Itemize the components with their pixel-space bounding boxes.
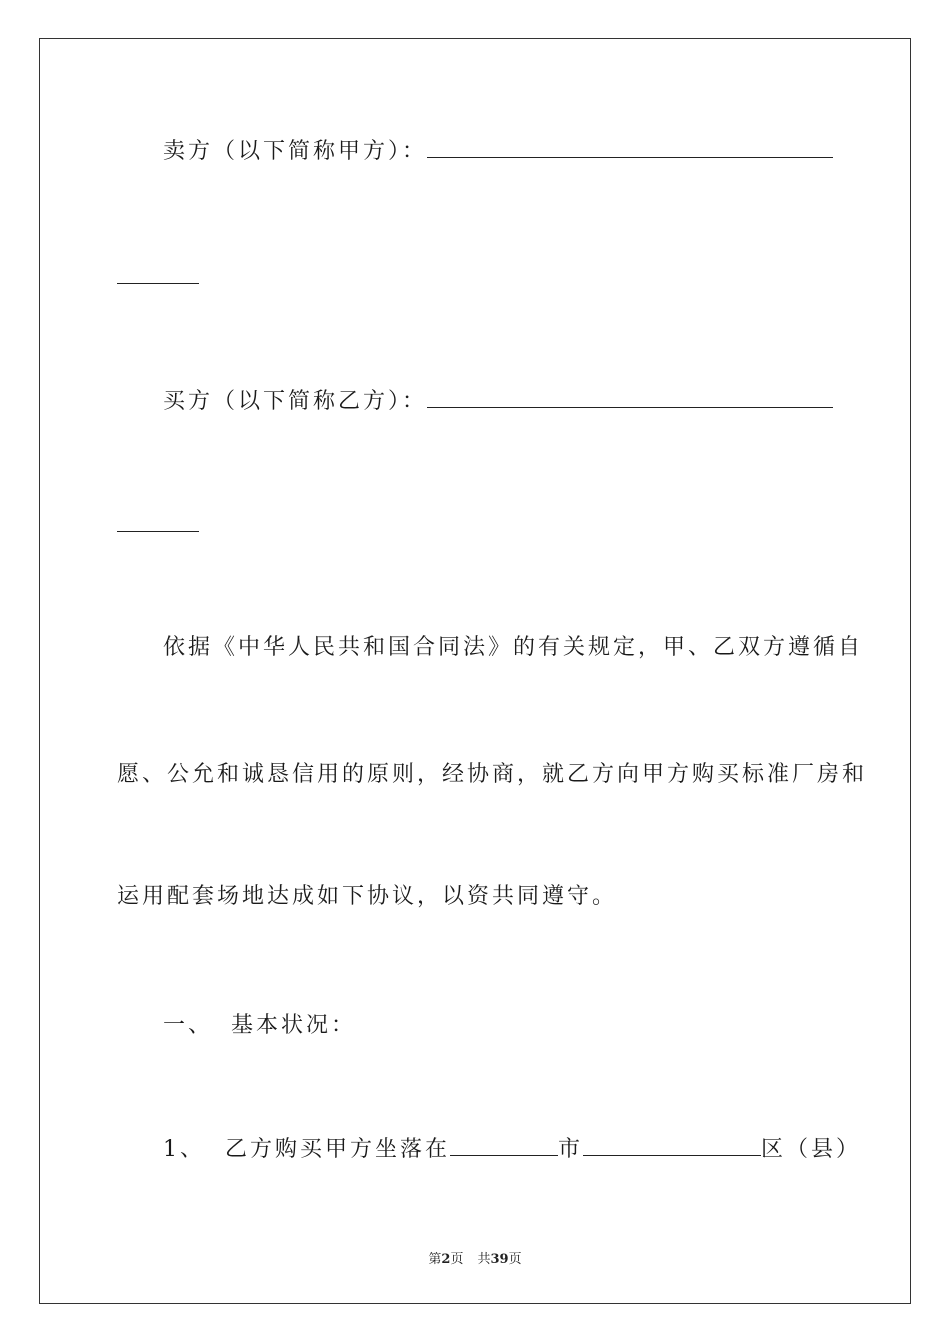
district-blank[interactable] (583, 1135, 761, 1156)
page-footer (0, 1248, 950, 1267)
total-prefix: 共 (477, 1252, 491, 1267)
page-frame (39, 38, 911, 1304)
seller-line (163, 137, 833, 165)
item-number: 1、 (163, 1137, 205, 1162)
city-label: 市 (558, 1137, 584, 1162)
city-blank[interactable] (450, 1135, 558, 1156)
section-heading (163, 1013, 356, 1039)
paragraph-line-1: 依据《中华人民共和国合同法》的有关规定，甲、乙双方遵循自 (163, 635, 864, 660)
section-title: 基本状况： (231, 1013, 357, 1038)
total-pages: 39 (490, 1252, 509, 1267)
seller-label: 卖方（以下简称甲方）： (163, 139, 428, 164)
seller-blank-continuation[interactable] (117, 283, 199, 284)
section-number: 一、 (163, 1013, 214, 1038)
paragraph-line-2: 愿、公允和诚恳信用的原则，经协商，就乙方向甲方购买标准厂房和 (117, 762, 868, 787)
buyer-label: 买方（以下简称乙方）： (163, 389, 428, 414)
page-unit: 页 (450, 1252, 464, 1267)
page-prefix: 第 (428, 1252, 442, 1267)
buyer-blank-continuation[interactable] (117, 531, 199, 532)
buyer-line (163, 387, 833, 415)
page-number: 2 (441, 1252, 451, 1267)
seller-name-blank[interactable] (427, 137, 833, 158)
total-unit: 页 (508, 1252, 522, 1267)
paragraph-line-3: 运用配套场地达成如下协议，以资共同遵守。 (117, 884, 618, 909)
item-text: 乙方购买甲方坐落在 (225, 1137, 451, 1162)
buyer-name-blank[interactable] (427, 387, 833, 408)
item-1-line (163, 1135, 861, 1163)
district-label: 区（县） (761, 1137, 862, 1162)
